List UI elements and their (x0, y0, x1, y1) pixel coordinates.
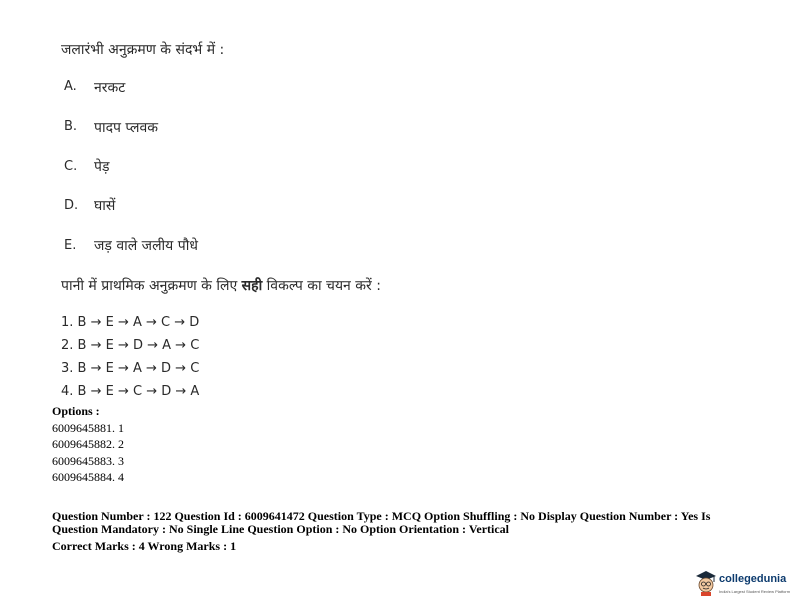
sequence-3: 3. B → E → A → D → C (61, 361, 200, 376)
item-text: नरकट (94, 80, 126, 96)
item-letter: E. (64, 238, 77, 253)
option-id-2: 6009645882. 2 (52, 437, 124, 451)
item-text: घासें (94, 198, 116, 214)
collegedunia-logo (695, 568, 790, 608)
item-text: पादप प्लवक (94, 120, 159, 136)
question-meta-line1: Question Number : 122 Question Id : 6009641472 Question Type : MCQ Option Shuffling : No Display Question Number : Yes Is (52, 509, 711, 523)
logo-tagline: India's Largest Student Review Platform (719, 589, 791, 594)
item-letter: C. (64, 159, 78, 174)
logo-wordmark: collegedunia (719, 573, 787, 585)
option-id-4: 6009645884. 4 (52, 470, 124, 484)
item-letter: D. (64, 198, 79, 213)
question-meta-line2: Question Mandatory : No Single Line Question Option : No Option Orientation : Vertical (52, 522, 510, 536)
item-text: पेड़ (94, 159, 110, 175)
question-stem: जलारंभी अनुक्रमण के संदर्भ में : (61, 42, 225, 58)
graduate-mascot-icon (695, 570, 717, 596)
sequence-2: 2. B → E → D → A → C (61, 338, 200, 353)
option-id-3: 6009645883. 3 (52, 454, 124, 468)
option-id-1: 6009645881. 1 (52, 421, 124, 435)
item-letter: A. (64, 79, 77, 94)
instruction-before: पानी में प्राथमिक अनुक्रमण के लिए (61, 278, 242, 294)
marks-info: Correct Marks : 4 Wrong Marks : 1 (52, 539, 237, 553)
instruction (61, 276, 381, 295)
item-letter: B. (64, 119, 78, 134)
options-heading: Options : (52, 404, 100, 418)
instruction-bold: सही (241, 278, 263, 294)
sequence-1: 1. B → E → A → C → D (61, 315, 200, 330)
instruction-after: विकल्प का चयन करें : (262, 278, 381, 294)
item-text: जड़ वाले जलीय पौधे (94, 238, 198, 254)
sequence-4: 4. B → E → C → D → A (61, 384, 200, 399)
